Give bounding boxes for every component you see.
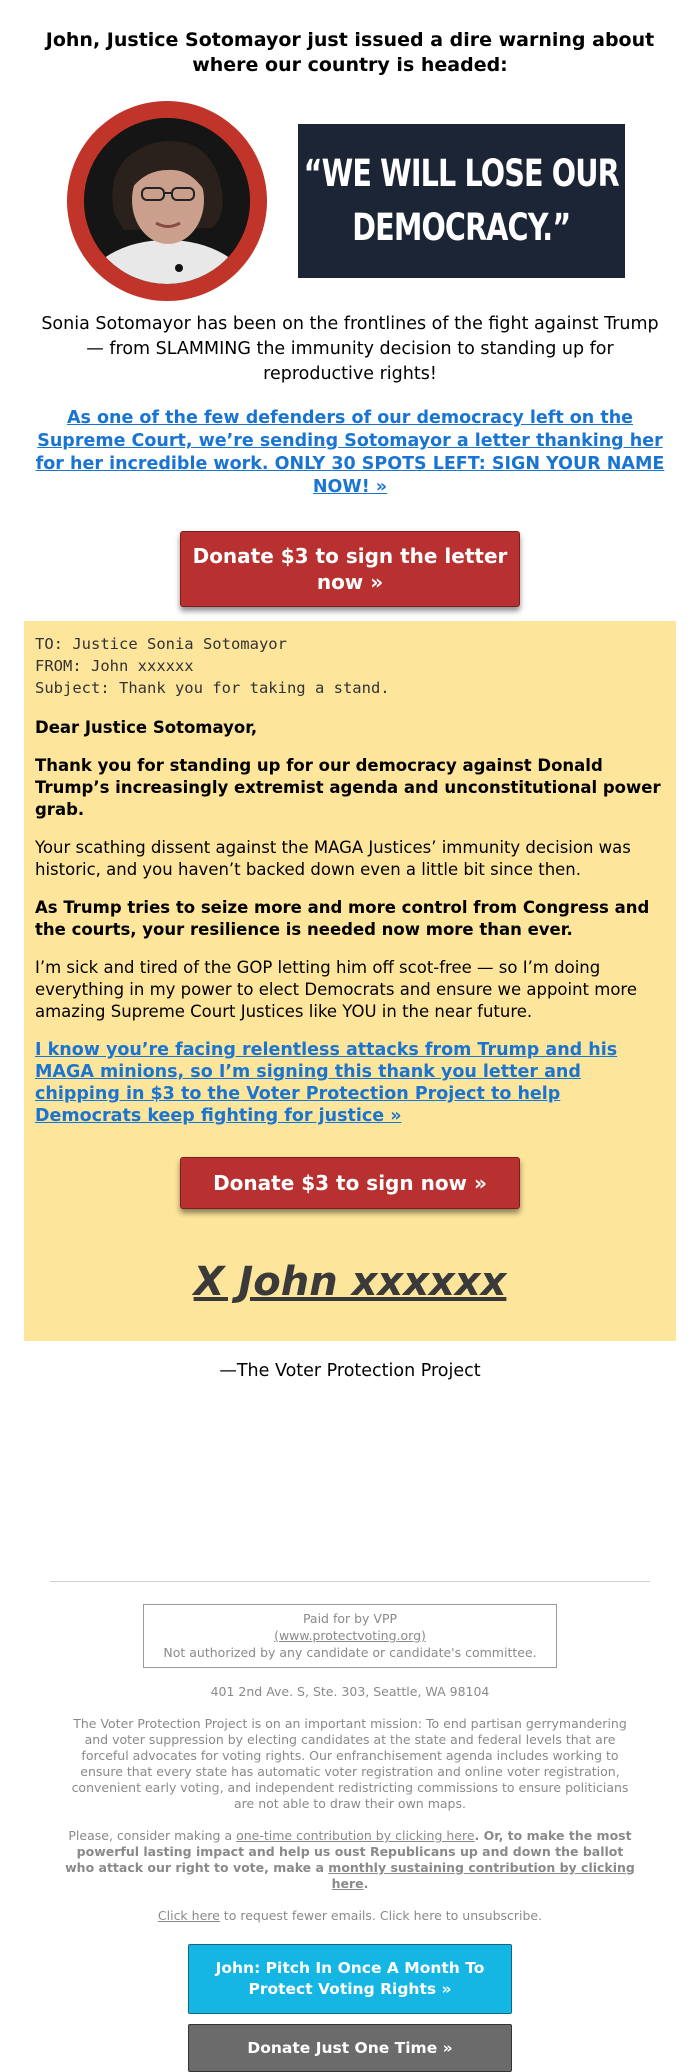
letter-to: TO: Justice Sonia Sotomayor <box>35 635 287 653</box>
hero-banner <box>0 78 700 308</box>
letter-paragraph-2: Your scathing dissent against the MAGA Justices’ immunity decision was historic, and you haven’t backed down even a little bit since then. <box>35 838 631 879</box>
signature: X John xxxxxx <box>193 1259 507 1305</box>
email-preferences <box>0 1908 700 1924</box>
headline: John, Justice Sotomayor just issued a dire warning about where our country is headed: <box>45 29 655 76</box>
sign-letter-link[interactable]: As one of the few defenders of our democracy left on the Supreme Court, we’re sending Sotomayor a letter thanking her for her incredible work. ONLY 30 SPOTS LEFT: SIGN YOUR NAME NOW! » <box>35 408 665 497</box>
please-prefix: Please, consider making a <box>68 1828 237 1843</box>
donate-sign-now-button[interactable]: Donate $3 to sign now » <box>180 1157 520 1209</box>
paid-by: Paid for by VPP <box>302 1611 398 1626</box>
letter-paragraph-3: As Trump tries to seize more and more control from Congress and the courts, your resilience is needed now more than ever. <box>35 898 650 939</box>
sign-letter-chip-in-link[interactable]: I know you’re facing relentless attacks from Trump and his MAGA minions, so I’m signing this thank you letter and chipping in $3 to the Voter Protection Project to help Democrats keep fighting for justice » <box>35 1040 618 1126</box>
letter-subject: Subject: Thank you for taking a stand. <box>35 679 390 697</box>
letter-from: FROM: John xxxxxx <box>35 657 194 675</box>
monthly-contribution-link[interactable]: monthly sustaining contribution by clicking here <box>328 1860 635 1891</box>
letter-paragraph-1: Thank you for standing up for our democracy against Donald Trump’s increasingly extremist agenda and unconstitutional power grab. <box>35 756 661 819</box>
please-mid: . Or, to make the most powerful lasting impact and help us oust Republicans up and down the ballot who attack our right to vote, make a <box>65 1828 632 1875</box>
intro-text: Sonia Sotomayor has been on the frontlines of the fight against Trump — from SLAMMING the immunity decision to standing up for reproductive rights! <box>41 314 659 384</box>
quote-line-1: “WE WILL LOSE OUR <box>303 152 620 195</box>
sotomayor-portrait <box>67 101 267 301</box>
thank-you-letter <box>24 621 676 1341</box>
not-authorized: Not authorized by any candidate or candidate's committee. <box>163 1645 537 1660</box>
fewer-emails-text: to request fewer emails. Click here to unsubscribe. <box>219 1908 543 1923</box>
footer-divider <box>50 1581 650 1582</box>
fewer-emails-link[interactable]: Click here <box>157 1908 220 1923</box>
quote-text <box>304 147 619 255</box>
one-time-contribution-link[interactable]: one-time contribution by clicking here <box>236 1828 475 1843</box>
quote-line-2: DEMOCRACY.” <box>352 206 571 249</box>
website-link[interactable]: (www.protectvoting.org) <box>274 1628 426 1643</box>
paid-for-box <box>143 1604 557 1668</box>
quote-banner <box>298 124 625 278</box>
letter-salutation: Dear Justice Sotomayor, <box>35 718 258 737</box>
contribution-request <box>60 1828 640 1892</box>
mailing-address: 401 2nd Ave. S, Ste. 303, Seattle, WA 98104 <box>210 1684 490 1699</box>
mission-statement: The Voter Protection Project is on an important mission: To end partisan gerrymandering and voter suppression by electing candidates at the state and federal levels that are forceful advocates for voting rights. Our enfranchisement agenda includes working to ensure that every state has automatic voter registration and online voter registration, convenient early voting, and independent redistricting commissions to ensure politicians are not able to draw their own maps. <box>71 1716 629 1811</box>
please-suffix: . <box>363 1876 369 1891</box>
one-time-donation-button[interactable]: Donate Just One Time » <box>188 2024 512 2072</box>
monthly-donation-button[interactable]: John: Pitch In Once A Month To Protect Voting Rights » <box>188 1944 512 2014</box>
donate-sign-letter-button[interactable]: Donate $3 to sign the letter now » <box>180 531 520 607</box>
portrait-photo <box>84 118 250 284</box>
letter-paragraph-4: I’m sick and tired of the GOP letting him off scot-free — so I’m doing everything in my power to elect Democrats and ensure we appoint more amazing Supreme Court Justices like YOU in the near future. <box>35 958 638 1021</box>
sign-off: —The Voter Protection Project <box>219 1361 481 1381</box>
